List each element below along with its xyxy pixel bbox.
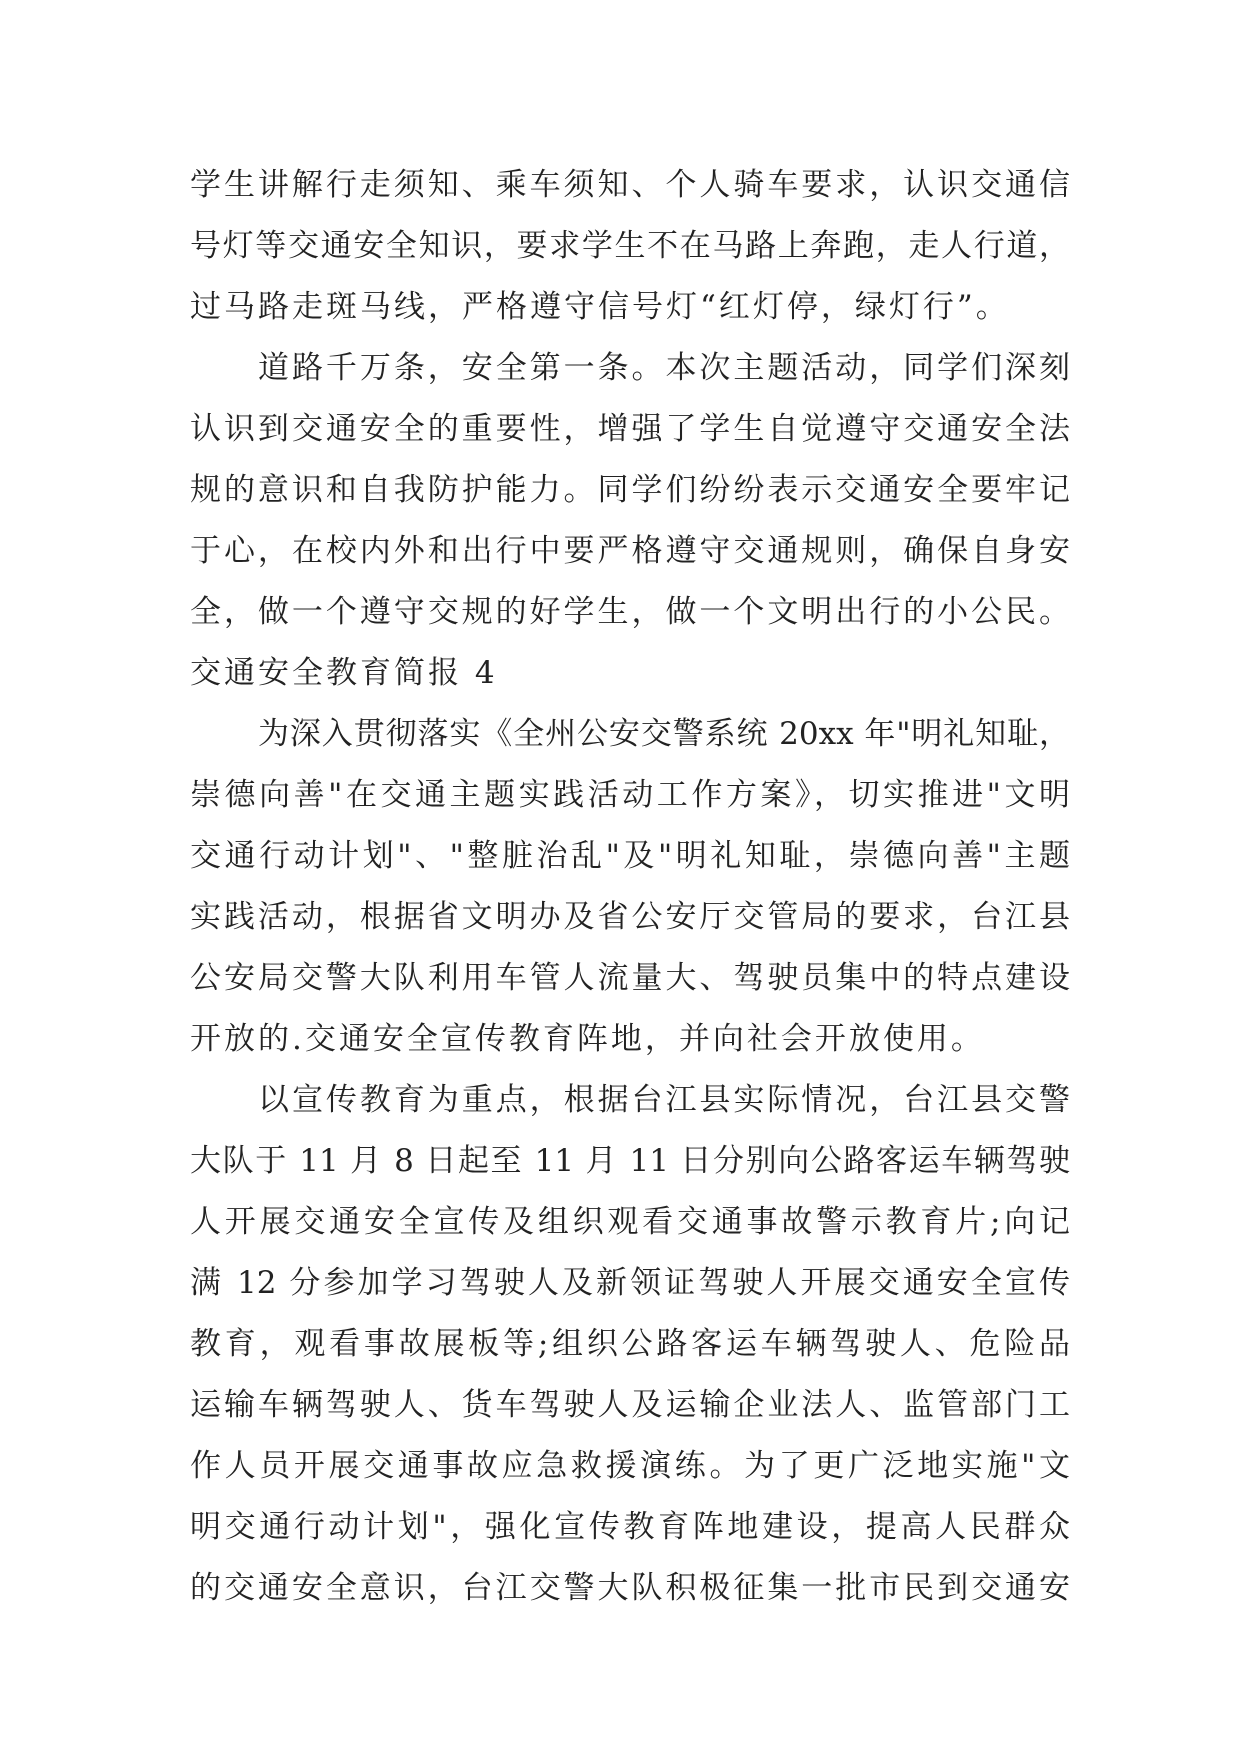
text-line: 认识到交通安全的重要性，增强了学生自觉遵守交通安全法	[190, 411, 1070, 447]
text-line: 学生讲解行走须知、乘车须知、个人骑车要求，认识交通信	[190, 167, 1070, 203]
text-line: 号灯等交通安全知识，要求学生不在马路上奔跑，走人行道，	[190, 228, 1070, 264]
text-line: 过马路走斑马线，严格遵守信号灯“红灯停，绿灯行”。	[190, 289, 1010, 325]
paragraph-first-line: 道路千万条，安全第一条。本次主题活动，同学们深刻	[258, 350, 1070, 386]
paragraph-first-line: 以宣传教育为重点，根据台江县实际情况，台江县交警	[258, 1082, 1070, 1118]
text-line: 规的意识和自我防护能力。同学们纷纷表示交通安全要牢记	[190, 472, 1070, 508]
text-line: 公安局交警大队利用车管人流量大、驾驶员集中的特点建设	[190, 960, 1070, 996]
text-line: 人开展交通安全宣传及组织观看交通事故警示教育片;向记	[190, 1204, 1070, 1240]
text-line: 教育，观看事故展板等;组织公路客运车辆驾驶人、危险品	[190, 1326, 1070, 1362]
text-line: 运输车辆驾驶人、货车驾驶人及运输企业法人、监管部门工	[190, 1387, 1070, 1423]
section-heading: 交通安全教育简报 4	[190, 655, 498, 691]
text-line: 大队于 11 月 8 日起至 11 月 11 日分别向公路客运车辆驾驶	[190, 1143, 1070, 1179]
text-line: 全，做一个遵守交规的好学生，做一个文明出行的小公民。	[190, 594, 1070, 630]
text-line: 交通行动计划"、"整脏治乱"及"明礼知耻，崇德向善"主题	[190, 838, 1070, 874]
text-line: 实践活动，根据省文明办及省公安厅交管局的要求，台江县	[190, 899, 1070, 935]
document-body	[190, 155, 1070, 1619]
text-line: 作人员开展交通事故应急救援演练。为了更广泛地实施"文	[190, 1448, 1070, 1484]
text-line: 的交通安全意识，台江交警大队积极征集一批市民到交通安	[190, 1570, 1070, 1606]
text-line: 满 12 分参加学习驾驶人及新领证驾驶人开展交通安全宣传	[190, 1265, 1070, 1301]
text-line: 开放的.交通安全宣传教育阵地，并向社会开放使用。	[190, 1021, 985, 1057]
text-line: 明交通行动计划"，强化宣传教育阵地建设，提高人民群众	[190, 1509, 1070, 1545]
text-line: 于心，在校内外和出行中要严格遵守交通规则，确保自身安	[190, 533, 1070, 569]
text-line: 崇德向善"在交通主题实践活动工作方案》，切实推进"文明	[190, 777, 1070, 813]
paragraph-first-line: 为深入贯彻落实《全州公安交警系统 20xx 年"明礼知耻，	[258, 716, 1070, 752]
